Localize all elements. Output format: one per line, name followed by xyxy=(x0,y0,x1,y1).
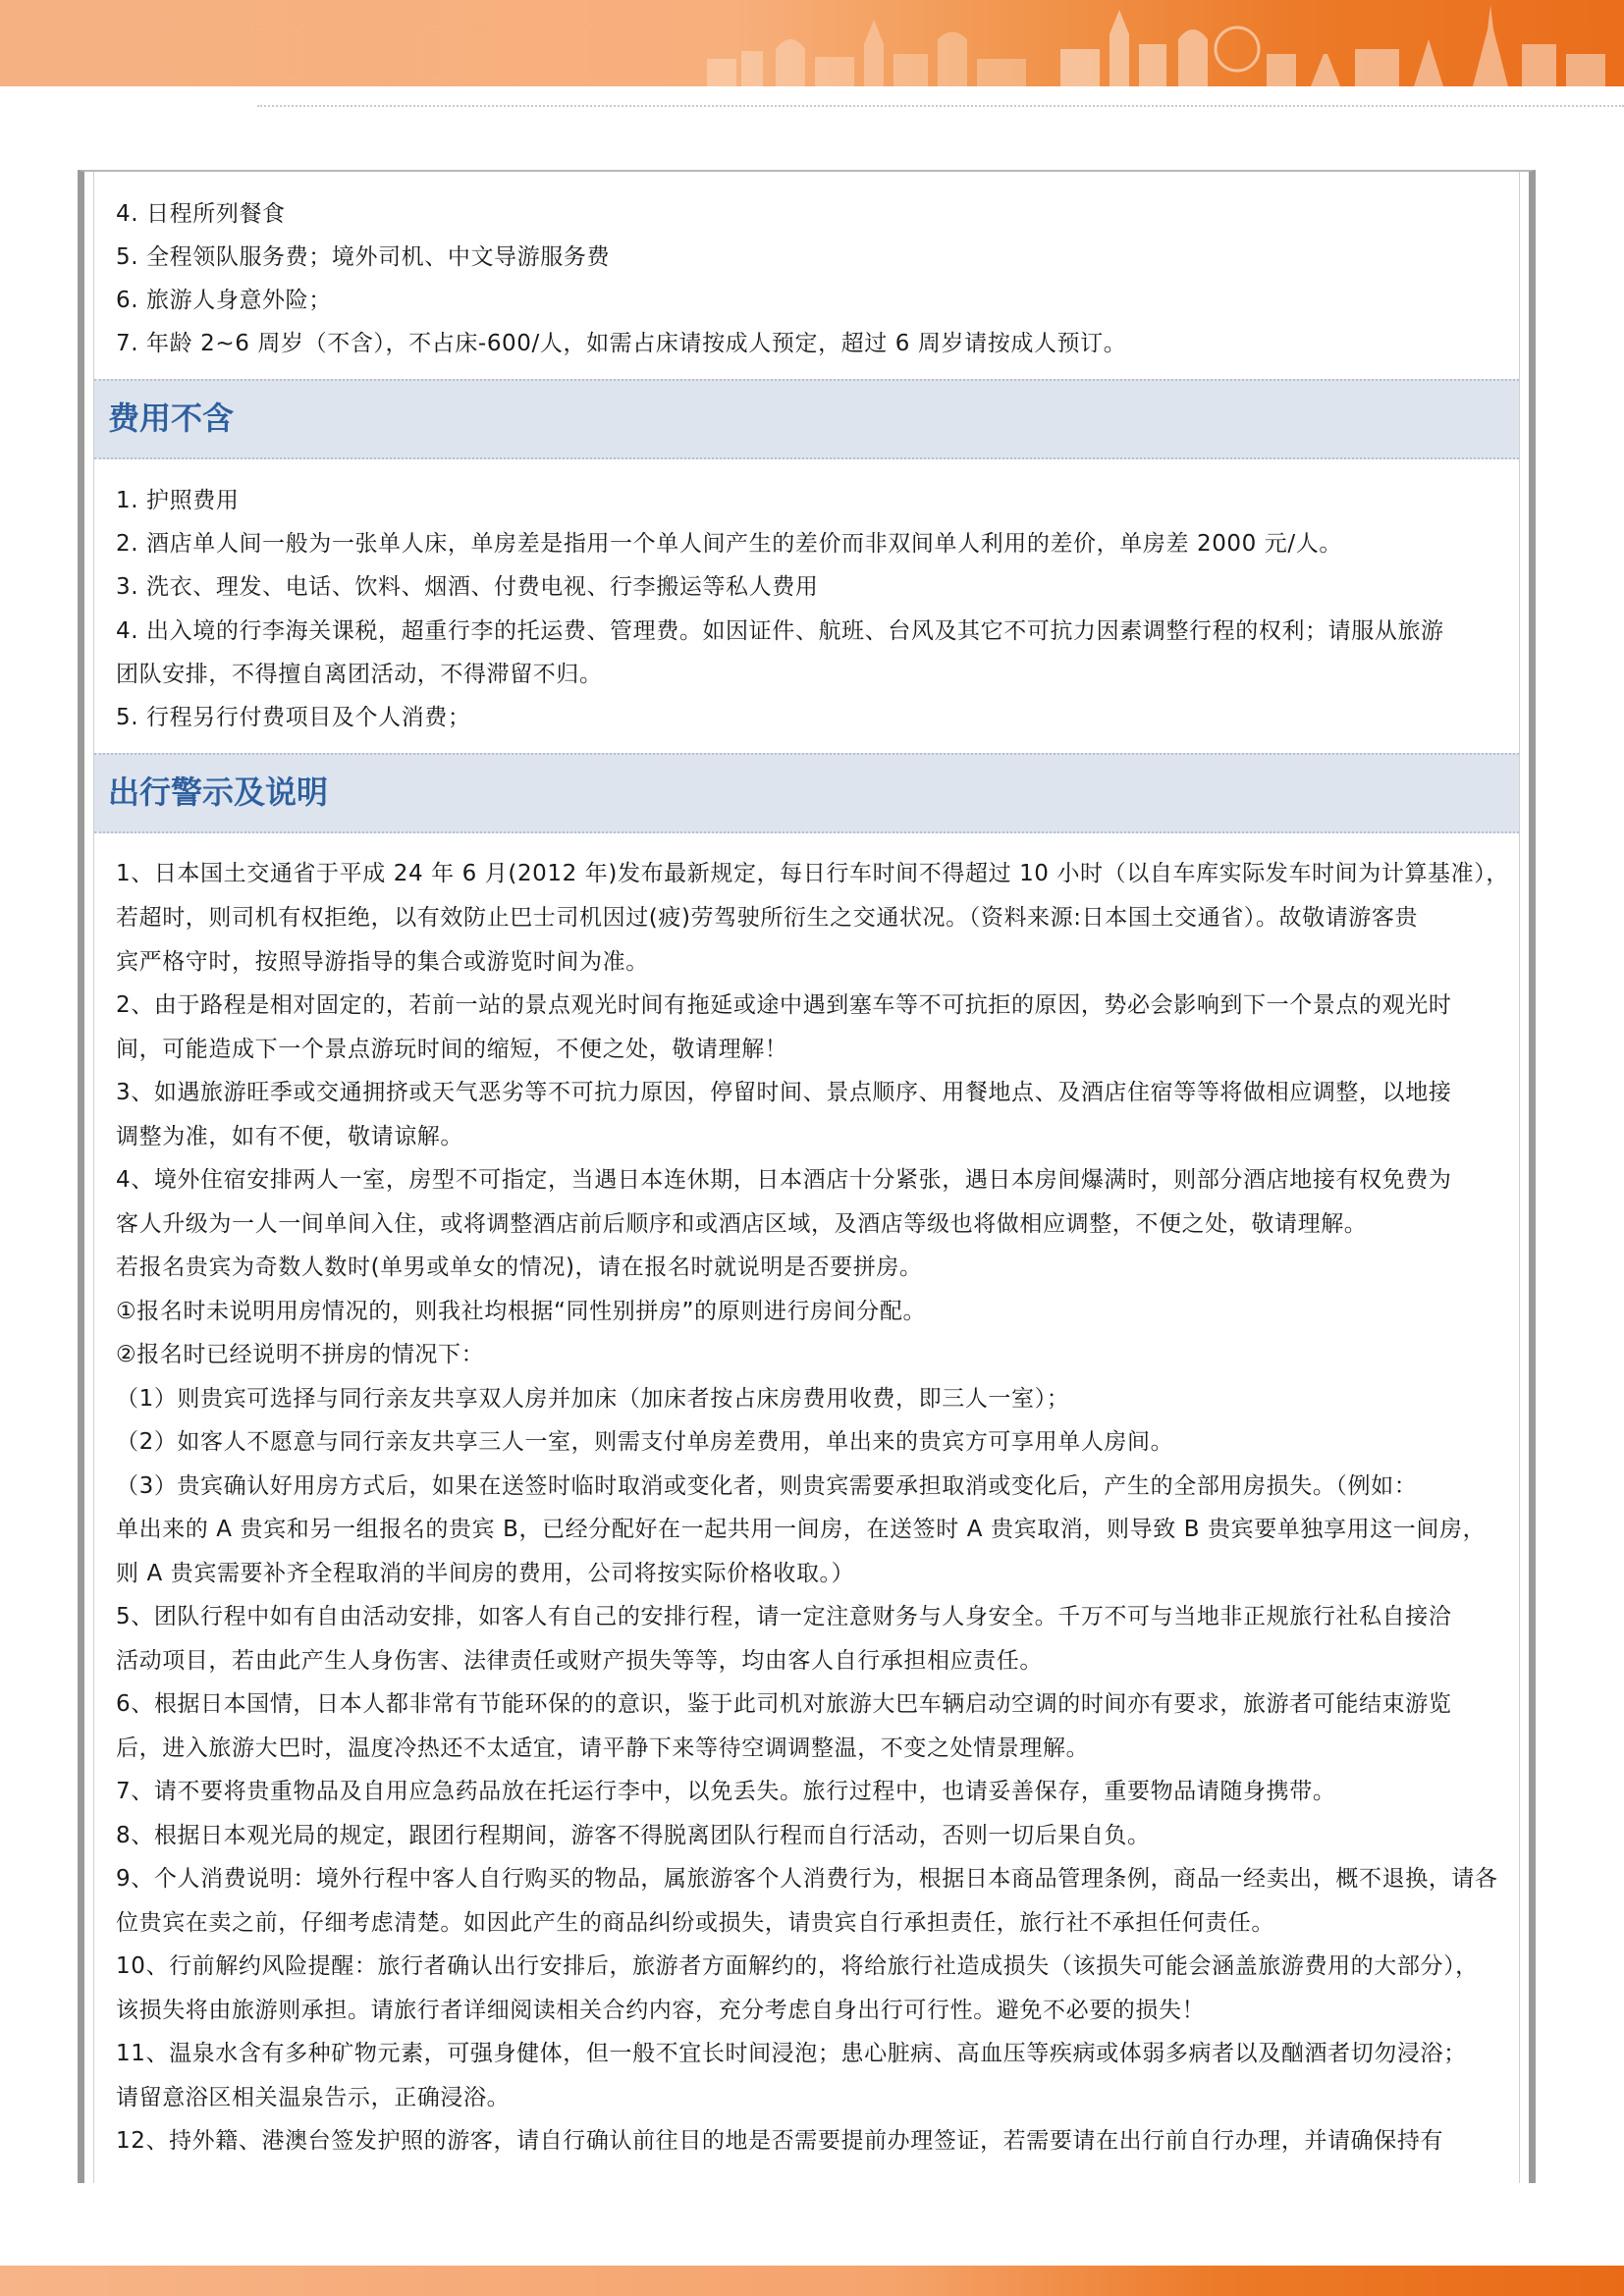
top-banner xyxy=(0,0,1624,86)
warning-line: 调整为准，如有不便，敬请谅解。 xyxy=(116,1124,463,1149)
warning-line: 活动项目，若由此产生人身伤害、法律责任或财产损失等等，均由客人自行承担相应责任。 xyxy=(116,1648,1043,1674)
section-title-warnings: 出行警示及说明 xyxy=(108,774,329,811)
warning-line: 1、日本国土交通省于平成 24 年 6 月(2012 年)发布最新规定，每日行车时间不得超过 10 小时（以自车库实际发车时间为计算基准）， xyxy=(116,861,1509,886)
warning-line: ①报名时未说明用房情况的，则我社均根据“同性别拼房”的原则进行房间分配。 xyxy=(116,1299,927,1324)
warning-line: 客人升级为一人一间单间入住，或将调整酒店前后顺序和或酒店区域，及酒店等级也将做相应调整，不便之处，敬请理解。 xyxy=(116,1211,1368,1237)
excluded-line: 1. 护照费用 xyxy=(116,488,240,513)
warning-line: 宾严格守时，按照导游指导的集合或游览时间为准。 xyxy=(116,949,649,975)
warning-line: 5、团队行程中如有自由活动安排，如客人有自己的安排行程，请一定注意财务与人身安全。千万不可与当地非正规旅行社私自接洽 xyxy=(116,1604,1452,1629)
warning-line: 8、根据日本观光局的规定，跟团行程期间，游客不得脱离团队行程而自行活动，否则一切后果自负。 xyxy=(116,1823,1151,1848)
warning-line: 后，进入旅游大巴时，温度冷热还不太适宜，请平静下来等待空调调整温，不变之处情景理解。 xyxy=(116,1735,1090,1761)
warning-line: （1）则贵宾可选择与同行亲友共享双人房并加床（加床者按占床房费用收费，即三人一室）； xyxy=(116,1386,1070,1412)
warning-line: 4、境外住宿安排两人一室，房型不可指定，当遇日本连休期，日本酒店十分紧张，遇日本房间爆满时，则部分酒店地接有权免费为 xyxy=(116,1167,1452,1193)
warning-line: 11、温泉水含有多种矿物元素，可强身健体，但一般不宜长时间浸泡；患心脏病、高血压等疾病或体弱多病者以及酗酒者切勿浸浴； xyxy=(116,2041,1467,2066)
included-item-4: 4. 日程所列餐食 xyxy=(116,201,286,227)
warning-line: 请留意浴区相关温泉告示，正确浸浴。 xyxy=(116,2085,511,2110)
warning-line: 6、根据日本国情，日本人都非常有节能环保的的意识，鉴于此司机对旅游大巴车辆启动空调的时间亦有要求，旅游者可能结束游览 xyxy=(116,1691,1452,1717)
excluded-line: 4. 出入境的行李海关课税，超重行李的托运费、管理费。如因证件、航班、台风及其它不可抗力因素调整行程的权利；请服从旅游 xyxy=(116,618,1444,644)
section-header-warnings xyxy=(94,753,1519,833)
warning-line: （3）贵宾确认好用房方式后，如果在送签时临时取消或变化者，则贵宾需要承担取消或变化后，产生的全部用房损失。（例如： xyxy=(116,1473,1418,1499)
warning-line: 则 A 贵宾需要补齐全程取消的半间房的费用，公司将按实际价格收取。） xyxy=(116,1561,855,1586)
section-header-excluded xyxy=(94,379,1519,459)
warning-line: 间，可能造成下一个景点游玩时间的缩短，不便之处，敬请理解！ xyxy=(116,1037,788,1062)
warning-line: （2）如客人不愿意与同行亲友共享三人一室，则需支付单房差费用，单出来的贵宾方可享用单人房间。 xyxy=(116,1429,1174,1455)
excluded-line: 2. 酒店单人间一般为一张单人床，单房差是指用一个单人间产生的差价而非双间单人利用的差价，单房差 2000 元/人。 xyxy=(116,531,1342,557)
warning-line: 单出来的 A 贵宾和另一组报名的贵宾 B，已经分配好在一起共用一间房，在送签时 A 贵宾取消，则导致 B 贵宾要单独享用这一间房， xyxy=(116,1517,1487,1542)
bottom-bar xyxy=(0,2266,1624,2296)
warning-line: ②报名时已经说明不拼房的情况下： xyxy=(116,1342,485,1367)
warning-line: 2、由于路程是相对固定的，若前一站的景点观光时间有拖延或途中遇到塞车等不可抗拒的原因，势必会影响到下一个景点的观光时 xyxy=(116,992,1452,1018)
header-divider xyxy=(257,105,1624,107)
warning-line: 3、如遇旅游旺季或交通拥挤或天气恶劣等不可抗力原因，停留时间、景点顺序、用餐地点、及酒店住宿等等将做相应调整，以地接 xyxy=(116,1080,1452,1105)
warning-line: 12、持外籍、港澳台签发护照的游客，请自行确认前往目的地是否需要提前办理签证，若需要请在出行前自行办理，并请确保持有 xyxy=(116,2128,1444,2154)
included-item-6: 6. 旅游人身意外险； xyxy=(116,288,332,313)
warning-line: 9、个人消费说明：境外行程中客人自行购买的物品，属旅游客个人消费行为，根据日本商品管理条例，商品一经卖出，概不退换，请各 xyxy=(116,1866,1498,1892)
excluded-line: 3. 洗衣、理发、电话、饮料、烟酒、付费电视、行李搬运等私人费用 xyxy=(116,574,819,600)
content-area xyxy=(93,172,1520,2183)
city-skyline-illustration xyxy=(687,0,1624,86)
excluded-line: 团队安排，不得擅自离团活动，不得滞留不归。 xyxy=(116,662,603,687)
warning-line: 7、请不要将贵重物品及自用应急药品放在托运行李中，以免丢失。旅行过程中，也请妥善保存，重要物品请随身携带。 xyxy=(116,1779,1336,1804)
content-frame xyxy=(78,170,1536,2183)
warning-line: 位贵宾在卖之前，仔细考虑清楚。如因此产生的商品纠纷或损失，请贵宾自行承担责任，旅行社不承担任何责任。 xyxy=(116,1910,1274,1936)
section-title-excluded: 费用不含 xyxy=(108,400,235,437)
warning-line: 10、行前解约风险提醒：旅行者确认出行安排后，旅游者方面解约的，将给旅行社造成损失（该损失可能会涵盖旅游费用的大部分）， xyxy=(116,1953,1479,1979)
included-item-7: 7. 年龄 2~6 周岁（不含），不占床-600/人，如需占床请按成人预定，超过 6 周岁请按成人预订。 xyxy=(116,331,1127,356)
included-item-5: 5. 全程领队服务费；境外司机、中文导游服务费 xyxy=(116,244,611,270)
warning-line: 该损失将由旅游则承担。请旅行者详细阅读相关合约内容，充分考虑自身出行可行性。避免不必要的损失！ xyxy=(116,1998,1206,2023)
excluded-line: 5. 行程另行付费项目及个人消费； xyxy=(116,705,471,730)
warning-line: 若报名贵宾为奇数人数时(单男或单女的情况)，请在报名时就说明是否要拼房。 xyxy=(116,1255,923,1280)
warning-line: 若超时，则司机有权拒绝，以有效防止巴士司机因过(疲)劳驾驶所衍生之交通状况。（资料来源:日本国土交通省）。故敬请游客贵 xyxy=(116,905,1419,931)
